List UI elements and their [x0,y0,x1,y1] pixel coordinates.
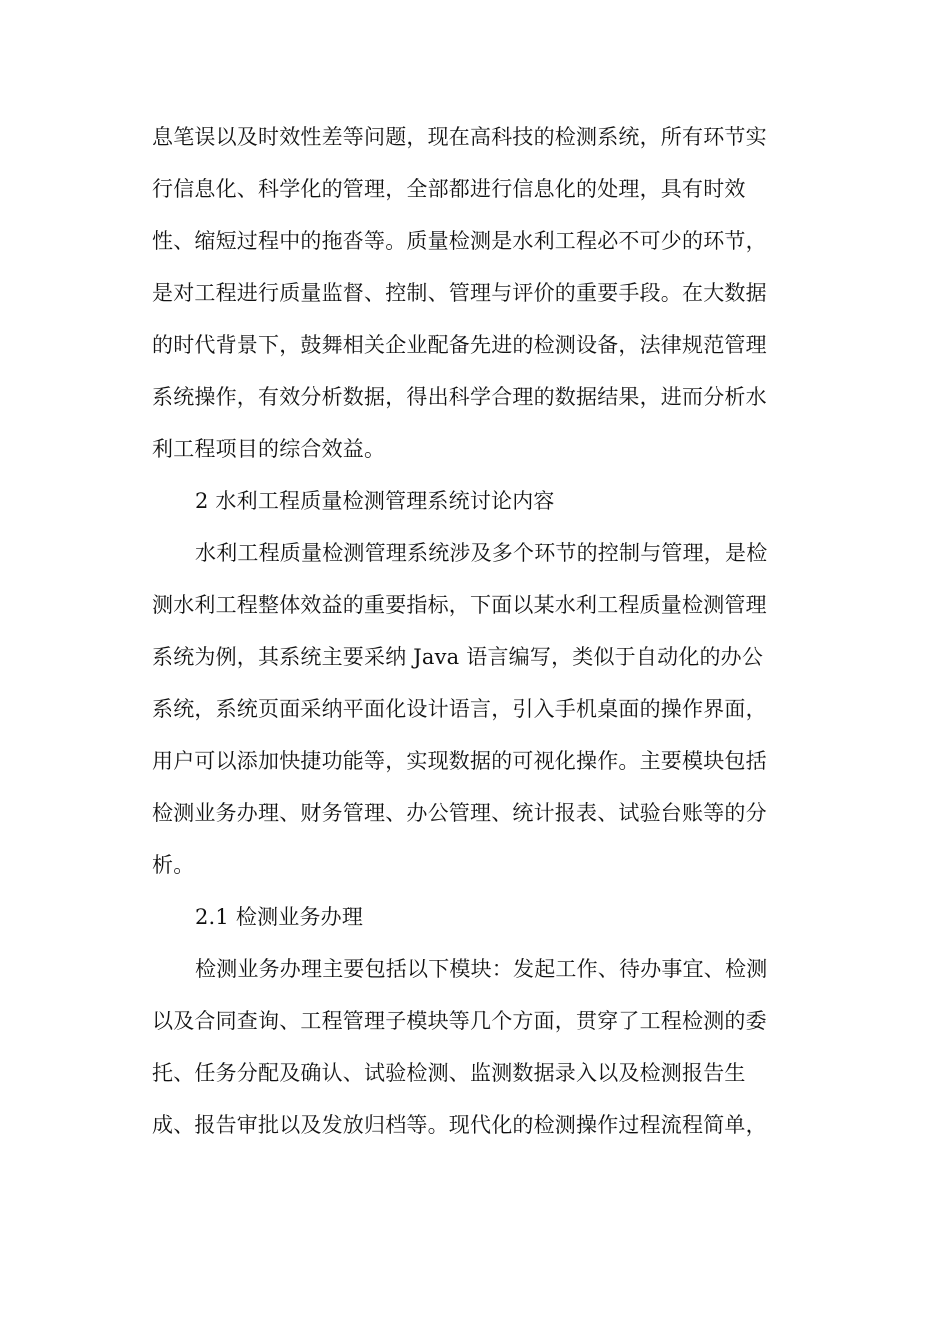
paragraph-line: 以及合同查询、工程管理子模块等几个方面，贯穿了工程检测的委 [152,1009,767,1033]
paragraph-line: 成、报告审批以及发放归档等。现代化的检测操作过程流程简单， [152,1113,767,1137]
paragraph-line: 测水利工程整体效益的重要指标，下面以某水利工程质量检测管理 [152,593,767,617]
paragraph-line: 检测业务办理主要包括以下模块：发起工作、待办事宜、检测 [195,957,768,981]
paragraph-line: 系统，系统页面采纳平面化设计语言，引入手机桌面的操作界面， [152,697,767,721]
paragraph-line: 的时代背景下，鼓舞相关企业配备先进的检测设备，法律规范管理 [152,333,767,357]
paragraph-line: 是对工程进行质量监督、控制、管理与评价的重要手段。在大数据 [152,281,767,305]
paragraph-line: 行信息化、科学化的管理，全部都进行信息化的处理，具有时效 [152,177,746,201]
paragraph-line: 息笔误以及时效性差等问题，现在高科技的检测系统，所有环节实 [152,125,767,149]
paragraph-line: 系统为例，其系统主要采纳 Java 语言编写，类似于自动化的办公 [152,645,764,669]
paragraph-line: 析。 [152,853,195,877]
section-heading: 2 水利工程质量检测管理系统讨论内容 [195,489,555,513]
paragraph-line: 水利工程质量检测管理系统涉及多个环节的控制与管理，是检 [195,541,768,565]
paragraph-line: 利工程项目的综合效益。 [152,437,386,461]
paragraph-line: 系统操作，有效分析数据，得出科学合理的数据结果，进而分析水 [152,385,767,409]
paragraph-line: 检测业务办理、财务管理、办公管理、统计报表、试验台账等的分 [152,801,767,825]
paragraph-line: 托、任务分配及确认、试验检测、监测数据录入以及检测报告生 [152,1061,746,1085]
paragraph-line: 用户可以添加快捷功能等，实现数据的可视化操作。主要模块包括 [152,749,767,773]
subsection-heading: 2.1 检测业务办理 [195,905,364,929]
paragraph-line: 性、缩短过程中的拖沓等。质量检测是水利工程必不可少的环节， [152,229,767,253]
